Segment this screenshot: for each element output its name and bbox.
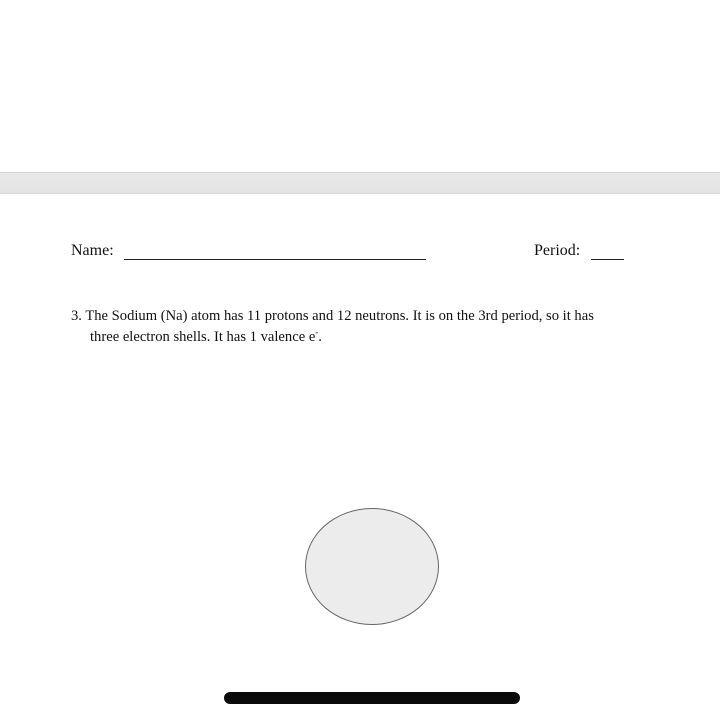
- page-separator: [0, 172, 720, 194]
- electron-charge-superscript: -: [315, 327, 319, 338]
- home-indicator-bar[interactable]: [224, 692, 520, 704]
- question-3: [71, 306, 651, 348]
- question-line-1: 3. The Sodium (Na) atom has 11 protons and 12 neutrons. It is on the 3rd period, so it has: [71, 308, 594, 324]
- name-blank-line: [124, 259, 426, 260]
- question-line-2-end: .: [318, 329, 322, 345]
- period-blank-line: [591, 259, 624, 260]
- question-line-2-text: three electron shells. It has 1 valence e: [90, 329, 316, 345]
- header-row: [71, 242, 626, 266]
- question-line-2: [71, 327, 651, 348]
- atom-nucleus-circle: [305, 508, 439, 625]
- name-label: Name:: [71, 242, 114, 259]
- period-label: Period:: [534, 242, 581, 259]
